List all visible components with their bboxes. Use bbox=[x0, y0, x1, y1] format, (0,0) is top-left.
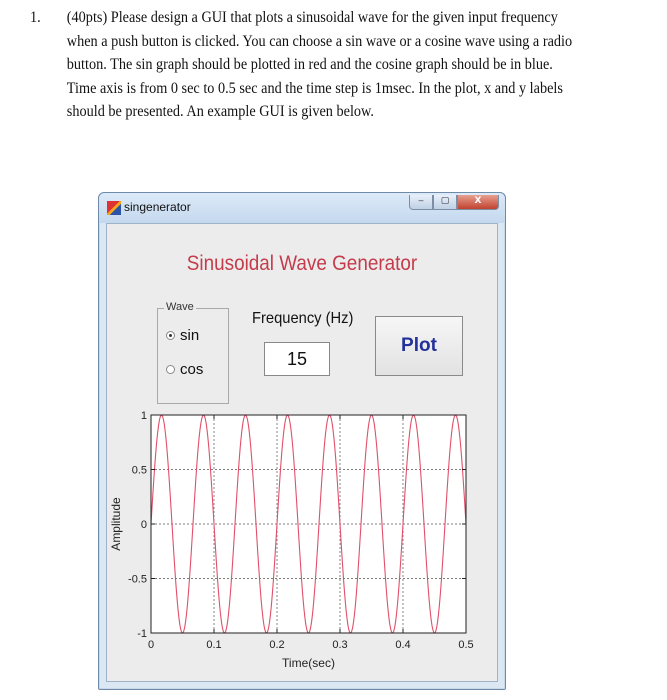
x-tick-label: 0.1 bbox=[206, 639, 222, 651]
wave-group-label: Wave bbox=[166, 301, 194, 313]
y-tick-label: -0.5 bbox=[128, 573, 147, 586]
plot-button[interactable]: Plot bbox=[375, 316, 463, 376]
frequency-label: Frequency (Hz) bbox=[252, 310, 354, 327]
maximize-button[interactable]: ▢ bbox=[433, 195, 457, 210]
y-tick-label: 0.5 bbox=[131, 464, 147, 477]
y-axis-label: Amplitude bbox=[109, 497, 123, 551]
frequency-input[interactable]: 15 bbox=[264, 342, 330, 376]
y-tick-label: 0 bbox=[140, 519, 147, 531]
x-tick-label: 0 bbox=[147, 639, 155, 651]
question-line: Time axis is from 0 sec to 0.5 sec and the time step is 1msec. In the plot, x and y labels bbox=[66, 79, 563, 97]
app-title: Sinusoidal Wave Generator bbox=[186, 252, 418, 275]
question-line: (40pts) Please design a GUI that plots a sinusoidal wave for the given input frequency bbox=[66, 9, 558, 26]
close-button[interactable]: X bbox=[457, 195, 499, 210]
question-line: button. The sin graph should be plotted in red and the cosine graph should be in blue. bbox=[66, 56, 553, 73]
radio-cos-label: cos bbox=[180, 361, 204, 378]
x-tick-label: 0.5 bbox=[458, 639, 474, 651]
x-axis-label: Time(sec) bbox=[282, 656, 335, 670]
x-tick-label: 0.2 bbox=[269, 639, 285, 651]
question-number: 1. bbox=[30, 9, 41, 26]
question-line: when a push button is clicked. You can choose a sin wave or a cosine wave using a radio bbox=[66, 32, 573, 50]
minimize-button[interactable]: ‒ bbox=[409, 195, 433, 210]
x-tick-label: 0.4 bbox=[395, 639, 411, 651]
y-tick-label: 1 bbox=[140, 410, 147, 422]
x-tick-label: 0.3 bbox=[332, 639, 348, 651]
question-line: should be presented. An example GUI is given below. bbox=[66, 103, 374, 120]
y-tick-label: -1 bbox=[137, 628, 147, 640]
radio-sin-label: sin bbox=[180, 327, 200, 344]
window-title: singenerator bbox=[124, 200, 191, 214]
